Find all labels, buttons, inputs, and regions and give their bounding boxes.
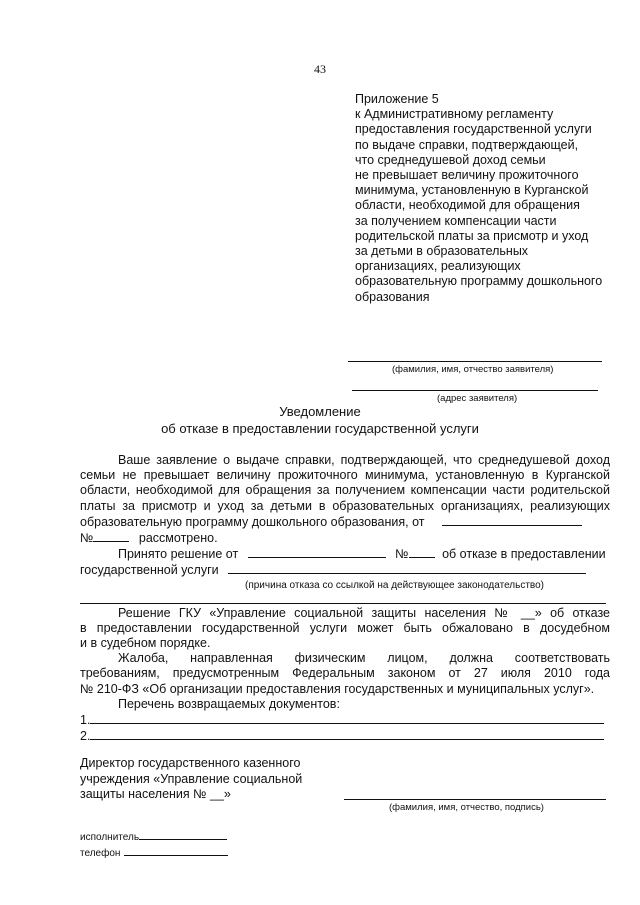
applicant-name-line[interactable] bbox=[348, 361, 602, 362]
number-label: № bbox=[395, 547, 409, 562]
signature-caption: (фамилия, имя, отчество, подпись) bbox=[389, 802, 544, 813]
date-field[interactable] bbox=[442, 514, 582, 526]
appendix-line: образования bbox=[355, 289, 430, 304]
decision-line bbox=[80, 546, 610, 562]
body-line: Ваше заявление о выдаче справки, подтверждающей, что среднедушевой доход bbox=[118, 453, 610, 467]
phone-row bbox=[80, 846, 228, 859]
doc-number: 1. bbox=[80, 713, 91, 728]
appendix-line: родительской платы за присмотр и уход bbox=[355, 228, 589, 243]
number-label: № bbox=[80, 531, 94, 546]
appendix-header bbox=[355, 92, 602, 305]
body-text: об отказе в предоставлении bbox=[442, 547, 606, 562]
reason-caption: (причина отказа со ссылкой на действующее законодательство) bbox=[245, 579, 545, 591]
document-title: Уведомление bbox=[279, 404, 361, 419]
document-subtitle: об отказе в предоставлении государственной услуги bbox=[161, 421, 479, 436]
doc-item bbox=[80, 712, 610, 728]
applicant-address-line[interactable] bbox=[352, 390, 598, 391]
phone-label: телефон bbox=[80, 848, 121, 859]
appendix-line: по выдаче справки, подтверждающей, bbox=[355, 137, 579, 152]
body-line: области, необходимой для обращения за получением компенсации части родительской bbox=[80, 483, 610, 498]
appendix-line: Приложение 5 bbox=[355, 92, 439, 106]
reason-field[interactable] bbox=[228, 562, 586, 574]
applicant-address-caption: (адрес заявителя) bbox=[437, 393, 518, 404]
phone-field[interactable] bbox=[124, 846, 228, 856]
body-line: № 210-ФЗ «Об организации предоставления государственных и муниципальных услуг». bbox=[80, 681, 595, 696]
appendix-line: образовательную программу дошкольного bbox=[355, 274, 603, 289]
body-line: семьи не превышает величину прожиточного минимума, установленную в Курганской bbox=[80, 468, 610, 483]
body-line: требованиям, предусмотренным Федеральным законом от 27 июля 2010 года bbox=[80, 666, 610, 681]
body-line: Решение ГКУ «Управление социальной защиты населения № __» об отказе bbox=[118, 605, 610, 620]
applicant-name-caption: (фамилия, имя, отчество заявителя) bbox=[392, 364, 554, 375]
appendix-line: что среднедушевой доход семьи bbox=[355, 152, 546, 167]
body-line bbox=[80, 514, 610, 530]
appendix-line: минимума, установленную в Курганской bbox=[355, 183, 589, 198]
number-field[interactable] bbox=[93, 530, 129, 542]
appendix-line: за детьми в образовательных bbox=[355, 244, 529, 259]
body-line: и в судебном порядке. bbox=[80, 636, 211, 651]
body-text: рассмотрено. bbox=[138, 531, 218, 546]
body-line: платы за присмотр и уход за детьми в образовательных организациях, реализующих bbox=[80, 498, 610, 513]
executor-row bbox=[80, 830, 227, 843]
reason-field-2[interactable] bbox=[80, 592, 606, 604]
director-line: защиты населения № __» bbox=[80, 787, 231, 801]
appendix-line: организациях, реализующих bbox=[355, 259, 521, 274]
appendix-line: к Административному регламенту bbox=[355, 107, 554, 122]
decision-date-field[interactable] bbox=[248, 546, 386, 558]
appendix-line: за получением компенсации части bbox=[355, 213, 557, 228]
page-number: 43 bbox=[314, 62, 326, 76]
doc-field[interactable] bbox=[90, 728, 604, 740]
executor-label: исполнитель bbox=[80, 832, 140, 843]
body-text: образовательную программу дошкольного образования, от bbox=[80, 514, 425, 529]
notification-body bbox=[80, 453, 610, 744]
body-line bbox=[80, 530, 610, 546]
signature-line[interactable] bbox=[344, 799, 606, 800]
doc-item bbox=[80, 728, 610, 744]
reason-continuation bbox=[80, 592, 610, 606]
body-line: в предоставлении государственной услуги может быть обжаловано в досудебном bbox=[80, 620, 610, 635]
doc-number: 2. bbox=[80, 729, 91, 744]
doc-field[interactable] bbox=[90, 712, 604, 724]
executor-field[interactable] bbox=[139, 830, 227, 840]
director-line: Директор государственного казенного bbox=[80, 756, 301, 770]
director-block bbox=[80, 756, 302, 803]
body-text: государственной услуги bbox=[80, 563, 219, 578]
appendix-line: не превышает величину прожиточного bbox=[355, 168, 579, 183]
docs-heading: Перечень возвращаемых документов: bbox=[118, 696, 340, 711]
decision-line bbox=[80, 562, 610, 578]
appendix-line: предоставления государственной услуги bbox=[355, 122, 592, 137]
appendix-line: области, необходимой для обращения bbox=[355, 198, 580, 213]
director-line: учреждения «Управление социальной bbox=[80, 771, 303, 786]
body-text: Принято решение от bbox=[118, 547, 239, 562]
decision-number-field[interactable] bbox=[409, 546, 435, 558]
body-line: Жалоба, направленная физическим лицом, должна соответствовать bbox=[118, 651, 610, 666]
